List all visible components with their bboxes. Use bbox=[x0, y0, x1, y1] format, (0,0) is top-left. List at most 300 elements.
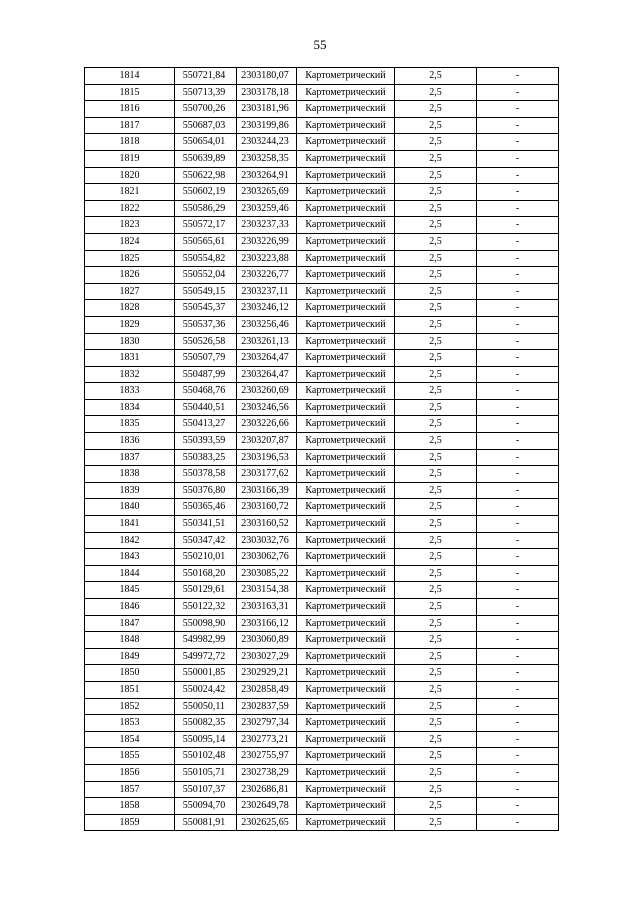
description-cell: - bbox=[477, 482, 559, 499]
description-cell: - bbox=[477, 267, 559, 284]
table-row bbox=[85, 798, 559, 815]
table-row bbox=[85, 764, 559, 781]
point-number-cell: 1829 bbox=[85, 316, 175, 333]
y-coordinate-cell: 2303223,88 bbox=[237, 250, 297, 267]
method-cell: Картометрический bbox=[297, 648, 395, 665]
table-row bbox=[85, 599, 559, 616]
y-coordinate-cell: 2303256,46 bbox=[237, 316, 297, 333]
table-row bbox=[85, 499, 559, 516]
point-number-cell: 1825 bbox=[85, 250, 175, 267]
point-number-cell: 1815 bbox=[85, 84, 175, 101]
table-row bbox=[85, 383, 559, 400]
x-coordinate-cell: 550376,80 bbox=[175, 482, 237, 499]
accuracy-cell: 2,5 bbox=[395, 449, 477, 466]
method-cell: Картометрический bbox=[297, 383, 395, 400]
point-number-cell: 1839 bbox=[85, 482, 175, 499]
point-number-cell: 1838 bbox=[85, 466, 175, 483]
table-row bbox=[85, 781, 559, 798]
table-row bbox=[85, 482, 559, 499]
description-cell: - bbox=[477, 233, 559, 250]
accuracy-cell: 2,5 bbox=[395, 399, 477, 416]
y-coordinate-cell: 2303160,72 bbox=[237, 499, 297, 516]
y-coordinate-cell: 2302858,49 bbox=[237, 681, 297, 698]
method-cell: Картометрический bbox=[297, 482, 395, 499]
y-coordinate-cell: 2303196,53 bbox=[237, 449, 297, 466]
y-coordinate-cell: 2303166,39 bbox=[237, 482, 297, 499]
accuracy-cell: 2,5 bbox=[395, 68, 477, 85]
table-row bbox=[85, 200, 559, 217]
y-coordinate-cell: 2303085,22 bbox=[237, 565, 297, 582]
y-coordinate-cell: 2303226,66 bbox=[237, 416, 297, 433]
accuracy-cell: 2,5 bbox=[395, 466, 477, 483]
x-coordinate-cell: 550081,91 bbox=[175, 814, 237, 831]
method-cell: Картометрический bbox=[297, 267, 395, 284]
accuracy-cell: 2,5 bbox=[395, 648, 477, 665]
point-number-cell: 1854 bbox=[85, 731, 175, 748]
x-coordinate-cell: 550537,36 bbox=[175, 316, 237, 333]
accuracy-cell: 2,5 bbox=[395, 316, 477, 333]
description-cell: - bbox=[477, 366, 559, 383]
y-coordinate-cell: 2303264,47 bbox=[237, 366, 297, 383]
method-cell: Картометрический bbox=[297, 582, 395, 599]
y-coordinate-cell: 2303027,29 bbox=[237, 648, 297, 665]
table-row bbox=[85, 449, 559, 466]
table-row bbox=[85, 167, 559, 184]
table-row bbox=[85, 615, 559, 632]
table-row bbox=[85, 748, 559, 765]
y-coordinate-cell: 2303060,89 bbox=[237, 632, 297, 649]
x-coordinate-cell: 550526,58 bbox=[175, 333, 237, 350]
accuracy-cell: 2,5 bbox=[395, 798, 477, 815]
accuracy-cell: 2,5 bbox=[395, 565, 477, 582]
point-number-cell: 1850 bbox=[85, 665, 175, 682]
table-row bbox=[85, 399, 559, 416]
description-cell: - bbox=[477, 466, 559, 483]
point-number-cell: 1817 bbox=[85, 117, 175, 134]
y-coordinate-cell: 2303163,31 bbox=[237, 599, 297, 616]
point-number-cell: 1858 bbox=[85, 798, 175, 815]
accuracy-cell: 2,5 bbox=[395, 582, 477, 599]
x-coordinate-cell: 550102,48 bbox=[175, 748, 237, 765]
accuracy-cell: 2,5 bbox=[395, 715, 477, 732]
y-coordinate-cell: 2303244,23 bbox=[237, 134, 297, 151]
point-number-cell: 1855 bbox=[85, 748, 175, 765]
accuracy-cell: 2,5 bbox=[395, 117, 477, 134]
description-cell: - bbox=[477, 433, 559, 450]
point-number-cell: 1836 bbox=[85, 433, 175, 450]
point-number-cell: 1820 bbox=[85, 167, 175, 184]
accuracy-cell: 2,5 bbox=[395, 433, 477, 450]
method-cell: Картометрический bbox=[297, 134, 395, 151]
y-coordinate-cell: 2303226,99 bbox=[237, 233, 297, 250]
x-coordinate-cell: 550365,46 bbox=[175, 499, 237, 516]
point-number-cell: 1823 bbox=[85, 217, 175, 234]
method-cell: Картометрический bbox=[297, 200, 395, 217]
description-cell: - bbox=[477, 582, 559, 599]
accuracy-cell: 2,5 bbox=[395, 731, 477, 748]
accuracy-cell: 2,5 bbox=[395, 549, 477, 566]
accuracy-cell: 2,5 bbox=[395, 532, 477, 549]
point-number-cell: 1851 bbox=[85, 681, 175, 698]
x-coordinate-cell: 550545,37 bbox=[175, 300, 237, 317]
accuracy-cell: 2,5 bbox=[395, 748, 477, 765]
y-coordinate-cell: 2303154,38 bbox=[237, 582, 297, 599]
y-coordinate-cell: 2303261,13 bbox=[237, 333, 297, 350]
method-cell: Картометрический bbox=[297, 764, 395, 781]
accuracy-cell: 2,5 bbox=[395, 233, 477, 250]
y-coordinate-cell: 2303177,62 bbox=[237, 466, 297, 483]
description-cell: - bbox=[477, 416, 559, 433]
description-cell: - bbox=[477, 316, 559, 333]
point-number-cell: 1853 bbox=[85, 715, 175, 732]
x-coordinate-cell: 549972,72 bbox=[175, 648, 237, 665]
y-coordinate-cell: 2303246,56 bbox=[237, 399, 297, 416]
x-coordinate-cell: 550622,98 bbox=[175, 167, 237, 184]
x-coordinate-cell: 550082,35 bbox=[175, 715, 237, 732]
x-coordinate-cell: 550050,11 bbox=[175, 698, 237, 715]
y-coordinate-cell: 2303166,12 bbox=[237, 615, 297, 632]
y-coordinate-cell: 2303180,07 bbox=[237, 68, 297, 85]
method-cell: Картометрический bbox=[297, 316, 395, 333]
point-number-cell: 1837 bbox=[85, 449, 175, 466]
table-row bbox=[85, 549, 559, 566]
method-cell: Картометрический bbox=[297, 665, 395, 682]
table-row bbox=[85, 101, 559, 118]
method-cell: Картометрический bbox=[297, 167, 395, 184]
y-coordinate-cell: 2302738,29 bbox=[237, 764, 297, 781]
x-coordinate-cell: 550507,79 bbox=[175, 350, 237, 367]
point-number-cell: 1824 bbox=[85, 233, 175, 250]
table-row bbox=[85, 316, 559, 333]
x-coordinate-cell: 550347,42 bbox=[175, 532, 237, 549]
x-coordinate-cell: 550168,20 bbox=[175, 565, 237, 582]
accuracy-cell: 2,5 bbox=[395, 300, 477, 317]
point-number-cell: 1846 bbox=[85, 599, 175, 616]
method-cell: Картометрический bbox=[297, 615, 395, 632]
description-cell: - bbox=[477, 283, 559, 300]
method-cell: Картометрический bbox=[297, 84, 395, 101]
accuracy-cell: 2,5 bbox=[395, 366, 477, 383]
table-row bbox=[85, 233, 559, 250]
y-coordinate-cell: 2303160,52 bbox=[237, 516, 297, 533]
description-cell: - bbox=[477, 632, 559, 649]
y-coordinate-cell: 2303062,76 bbox=[237, 549, 297, 566]
table-row bbox=[85, 516, 559, 533]
table-row bbox=[85, 565, 559, 582]
x-coordinate-cell: 550095,14 bbox=[175, 731, 237, 748]
method-cell: Картометрический bbox=[297, 217, 395, 234]
table-row bbox=[85, 698, 559, 715]
method-cell: Картометрический bbox=[297, 416, 395, 433]
table-row bbox=[85, 665, 559, 682]
y-coordinate-cell: 2303226,77 bbox=[237, 267, 297, 284]
method-cell: Картометрический bbox=[297, 715, 395, 732]
y-coordinate-cell: 2302837,59 bbox=[237, 698, 297, 715]
point-number-cell: 1833 bbox=[85, 383, 175, 400]
point-number-cell: 1819 bbox=[85, 150, 175, 167]
table-row bbox=[85, 184, 559, 201]
accuracy-cell: 2,5 bbox=[395, 101, 477, 118]
point-number-cell: 1849 bbox=[85, 648, 175, 665]
accuracy-cell: 2,5 bbox=[395, 217, 477, 234]
point-number-cell: 1844 bbox=[85, 565, 175, 582]
description-cell: - bbox=[477, 648, 559, 665]
point-number-cell: 1821 bbox=[85, 184, 175, 201]
accuracy-cell: 2,5 bbox=[395, 615, 477, 632]
x-coordinate-cell: 550687,03 bbox=[175, 117, 237, 134]
method-cell: Картометрический bbox=[297, 599, 395, 616]
y-coordinate-cell: 2303258,35 bbox=[237, 150, 297, 167]
method-cell: Картометрический bbox=[297, 117, 395, 134]
point-number-cell: 1826 bbox=[85, 267, 175, 284]
method-cell: Картометрический bbox=[297, 300, 395, 317]
table-row bbox=[85, 433, 559, 450]
description-cell: - bbox=[477, 549, 559, 566]
method-cell: Картометрический bbox=[297, 565, 395, 582]
x-coordinate-cell: 550129,61 bbox=[175, 582, 237, 599]
description-cell: - bbox=[477, 217, 559, 234]
y-coordinate-cell: 2303260,69 bbox=[237, 383, 297, 400]
x-coordinate-cell: 550487,99 bbox=[175, 366, 237, 383]
x-coordinate-cell: 550639,89 bbox=[175, 150, 237, 167]
description-cell: - bbox=[477, 333, 559, 350]
method-cell: Картометрический bbox=[297, 101, 395, 118]
method-cell: Картометрический bbox=[297, 250, 395, 267]
x-coordinate-cell: 550383,25 bbox=[175, 449, 237, 466]
point-number-cell: 1841 bbox=[85, 516, 175, 533]
x-coordinate-cell: 550565,61 bbox=[175, 233, 237, 250]
description-cell: - bbox=[477, 350, 559, 367]
method-cell: Картометрический bbox=[297, 184, 395, 201]
table-row bbox=[85, 715, 559, 732]
method-cell: Картометрический bbox=[297, 681, 395, 698]
description-cell: - bbox=[477, 499, 559, 516]
y-coordinate-cell: 2303237,33 bbox=[237, 217, 297, 234]
table-row bbox=[85, 134, 559, 151]
description-cell: - bbox=[477, 748, 559, 765]
description-cell: - bbox=[477, 68, 559, 85]
x-coordinate-cell: 550341,51 bbox=[175, 516, 237, 533]
method-cell: Картометрический bbox=[297, 150, 395, 167]
method-cell: Картометрический bbox=[297, 748, 395, 765]
x-coordinate-cell: 550713,39 bbox=[175, 84, 237, 101]
description-cell: - bbox=[477, 516, 559, 533]
table-row bbox=[85, 681, 559, 698]
accuracy-cell: 2,5 bbox=[395, 665, 477, 682]
y-coordinate-cell: 2302773,21 bbox=[237, 731, 297, 748]
x-coordinate-cell: 550001,85 bbox=[175, 665, 237, 682]
accuracy-cell: 2,5 bbox=[395, 681, 477, 698]
accuracy-cell: 2,5 bbox=[395, 200, 477, 217]
description-cell: - bbox=[477, 150, 559, 167]
point-number-cell: 1834 bbox=[85, 399, 175, 416]
point-number-cell: 1831 bbox=[85, 350, 175, 367]
point-number-cell: 1856 bbox=[85, 764, 175, 781]
description-cell: - bbox=[477, 532, 559, 549]
method-cell: Картометрический bbox=[297, 68, 395, 85]
description-cell: - bbox=[477, 250, 559, 267]
method-cell: Картометрический bbox=[297, 549, 395, 566]
accuracy-cell: 2,5 bbox=[395, 416, 477, 433]
description-cell: - bbox=[477, 599, 559, 616]
accuracy-cell: 2,5 bbox=[395, 814, 477, 831]
method-cell: Картометрический bbox=[297, 499, 395, 516]
table-row bbox=[85, 466, 559, 483]
description-cell: - bbox=[477, 184, 559, 201]
method-cell: Картометрический bbox=[297, 333, 395, 350]
point-number-cell: 1822 bbox=[85, 200, 175, 217]
table-row bbox=[85, 350, 559, 367]
x-coordinate-cell: 550098,90 bbox=[175, 615, 237, 632]
x-coordinate-cell: 550378,58 bbox=[175, 466, 237, 483]
y-coordinate-cell: 2302625,65 bbox=[237, 814, 297, 831]
y-coordinate-cell: 2303264,47 bbox=[237, 350, 297, 367]
accuracy-cell: 2,5 bbox=[395, 333, 477, 350]
point-number-cell: 1830 bbox=[85, 333, 175, 350]
accuracy-cell: 2,5 bbox=[395, 516, 477, 533]
method-cell: Картометрический bbox=[297, 781, 395, 798]
description-cell: - bbox=[477, 715, 559, 732]
description-cell: - bbox=[477, 101, 559, 118]
table-row bbox=[85, 150, 559, 167]
point-number-cell: 1840 bbox=[85, 499, 175, 516]
x-coordinate-cell: 550549,15 bbox=[175, 283, 237, 300]
description-cell: - bbox=[477, 200, 559, 217]
point-number-cell: 1828 bbox=[85, 300, 175, 317]
y-coordinate-cell: 2302755,97 bbox=[237, 748, 297, 765]
accuracy-cell: 2,5 bbox=[395, 499, 477, 516]
description-cell: - bbox=[477, 814, 559, 831]
method-cell: Картометрический bbox=[297, 632, 395, 649]
accuracy-cell: 2,5 bbox=[395, 781, 477, 798]
x-coordinate-cell: 550654,01 bbox=[175, 134, 237, 151]
table-row bbox=[85, 532, 559, 549]
page-number: 55 bbox=[313, 37, 327, 52]
table-row bbox=[85, 267, 559, 284]
y-coordinate-cell: 2303181,96 bbox=[237, 101, 297, 118]
method-cell: Картометрический bbox=[297, 466, 395, 483]
point-number-cell: 1816 bbox=[85, 101, 175, 118]
description-cell: - bbox=[477, 698, 559, 715]
description-cell: - bbox=[477, 731, 559, 748]
point-number-cell: 1845 bbox=[85, 582, 175, 599]
point-number-cell: 1835 bbox=[85, 416, 175, 433]
x-coordinate-cell: 550586,29 bbox=[175, 200, 237, 217]
x-coordinate-cell: 550440,51 bbox=[175, 399, 237, 416]
accuracy-cell: 2,5 bbox=[395, 350, 477, 367]
table-row bbox=[85, 333, 559, 350]
table-row bbox=[85, 300, 559, 317]
x-coordinate-cell: 550393,59 bbox=[175, 433, 237, 450]
accuracy-cell: 2,5 bbox=[395, 482, 477, 499]
table-row bbox=[85, 648, 559, 665]
point-number-cell: 1859 bbox=[85, 814, 175, 831]
x-coordinate-cell: 550721,84 bbox=[175, 68, 237, 85]
y-coordinate-cell: 2303178,18 bbox=[237, 84, 297, 101]
table-row bbox=[85, 117, 559, 134]
description-cell: - bbox=[477, 665, 559, 682]
y-coordinate-cell: 2303259,46 bbox=[237, 200, 297, 217]
description-cell: - bbox=[477, 764, 559, 781]
x-coordinate-cell: 550107,37 bbox=[175, 781, 237, 798]
method-cell: Картометрический bbox=[297, 516, 395, 533]
x-coordinate-cell: 550094,70 bbox=[175, 798, 237, 815]
table-row bbox=[85, 632, 559, 649]
x-coordinate-cell: 550602,19 bbox=[175, 184, 237, 201]
x-coordinate-cell: 550024,42 bbox=[175, 681, 237, 698]
y-coordinate-cell: 2303199,86 bbox=[237, 117, 297, 134]
description-cell: - bbox=[477, 117, 559, 134]
point-number-cell: 1818 bbox=[85, 134, 175, 151]
table-row bbox=[85, 68, 559, 85]
method-cell: Картометрический bbox=[297, 283, 395, 300]
description-cell: - bbox=[477, 167, 559, 184]
method-cell: Картометрический bbox=[297, 366, 395, 383]
accuracy-cell: 2,5 bbox=[395, 150, 477, 167]
coordinates-table-body bbox=[85, 68, 559, 831]
accuracy-cell: 2,5 bbox=[395, 250, 477, 267]
point-number-cell: 1832 bbox=[85, 366, 175, 383]
accuracy-cell: 2,5 bbox=[395, 599, 477, 616]
y-coordinate-cell: 2302929,21 bbox=[237, 665, 297, 682]
x-coordinate-cell: 550105,71 bbox=[175, 764, 237, 781]
y-coordinate-cell: 2303265,69 bbox=[237, 184, 297, 201]
coordinates-table bbox=[84, 67, 559, 831]
x-coordinate-cell: 550700,26 bbox=[175, 101, 237, 118]
y-coordinate-cell: 2303207,87 bbox=[237, 433, 297, 450]
y-coordinate-cell: 2302686,81 bbox=[237, 781, 297, 798]
description-cell: - bbox=[477, 134, 559, 151]
method-cell: Картометрический bbox=[297, 233, 395, 250]
accuracy-cell: 2,5 bbox=[395, 698, 477, 715]
method-cell: Картометрический bbox=[297, 798, 395, 815]
point-number-cell: 1843 bbox=[85, 549, 175, 566]
description-cell: - bbox=[477, 300, 559, 317]
description-cell: - bbox=[477, 781, 559, 798]
table-row bbox=[85, 217, 559, 234]
y-coordinate-cell: 2303246,12 bbox=[237, 300, 297, 317]
accuracy-cell: 2,5 bbox=[395, 383, 477, 400]
description-cell: - bbox=[477, 449, 559, 466]
description-cell: - bbox=[477, 383, 559, 400]
description-cell: - bbox=[477, 681, 559, 698]
table-row bbox=[85, 814, 559, 831]
table-row bbox=[85, 283, 559, 300]
method-cell: Картометрический bbox=[297, 350, 395, 367]
table-row bbox=[85, 731, 559, 748]
description-cell: - bbox=[477, 399, 559, 416]
y-coordinate-cell: 2302797,34 bbox=[237, 715, 297, 732]
x-coordinate-cell: 550413,27 bbox=[175, 416, 237, 433]
description-cell: - bbox=[477, 565, 559, 582]
x-coordinate-cell: 550210,01 bbox=[175, 549, 237, 566]
method-cell: Картометрический bbox=[297, 399, 395, 416]
x-coordinate-cell: 550122,32 bbox=[175, 599, 237, 616]
x-coordinate-cell: 549982,99 bbox=[175, 632, 237, 649]
method-cell: Картометрический bbox=[297, 814, 395, 831]
description-cell: - bbox=[477, 798, 559, 815]
point-number-cell: 1852 bbox=[85, 698, 175, 715]
x-coordinate-cell: 550468,76 bbox=[175, 383, 237, 400]
table-row bbox=[85, 416, 559, 433]
accuracy-cell: 2,5 bbox=[395, 134, 477, 151]
y-coordinate-cell: 2303264,91 bbox=[237, 167, 297, 184]
table-row bbox=[85, 84, 559, 101]
point-number-cell: 1814 bbox=[85, 68, 175, 85]
point-number-cell: 1848 bbox=[85, 632, 175, 649]
method-cell: Картометрический bbox=[297, 449, 395, 466]
y-coordinate-cell: 2303032,76 bbox=[237, 532, 297, 549]
